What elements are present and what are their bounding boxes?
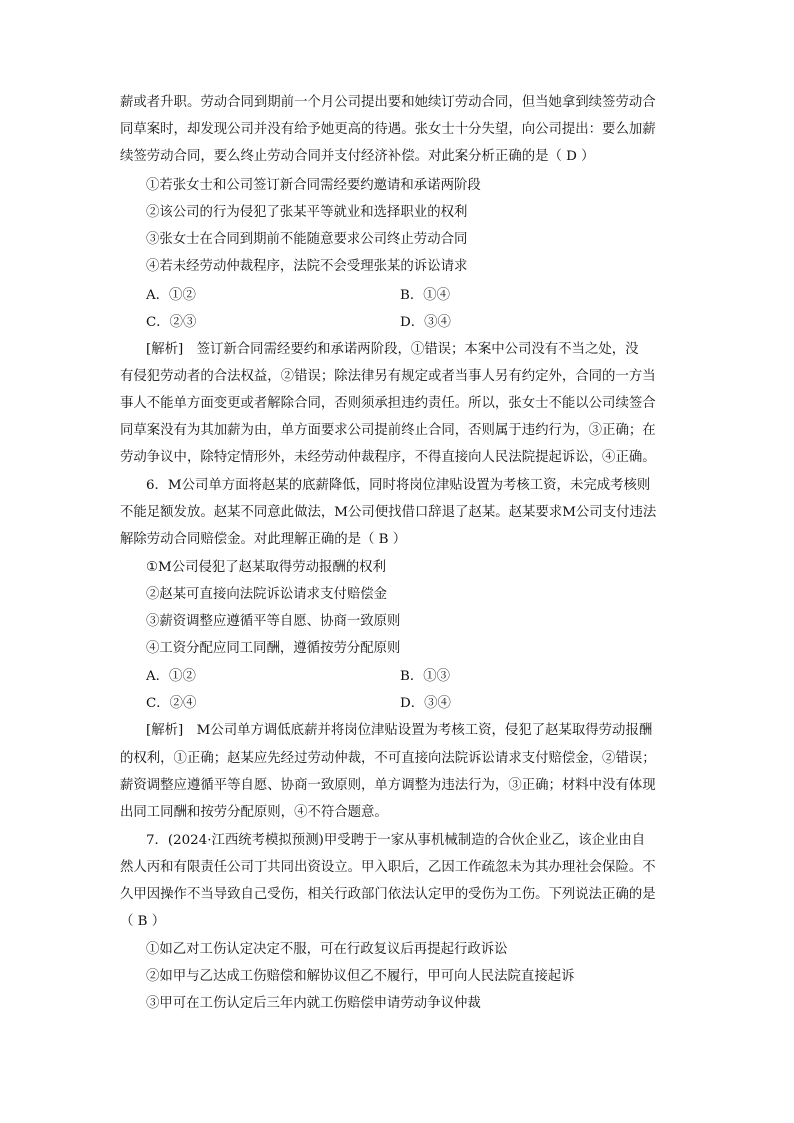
q7-statement-1: ①如乙对工伤认定决定不服，可在行政复议后再提起行政诉讼 [146,942,508,957]
q6-option-a: A．①② [146,669,196,684]
q5-analysis-line-5: 劳动争议中，除特定情形外，未经劳动仲裁程序，不得直接向人民法院提起诉讼，④正确。 [120,450,656,465]
q6-option-c: C．②④ [146,696,197,711]
q5-stem-line-3: 续签劳动合同，要么终止劳动合同并支付经济补偿。对此案分析正确的是（ D ） [120,149,595,164]
q5-option-c: C．②③ [146,315,197,330]
q6-stem-line-3: 解除劳动合同赔偿金。对此理解正确的是（ B ） [120,532,407,547]
q5-analysis-line-4: 同草案没有为其加薪为由，单方面要求公司提前终止合同，否则属于违约行为，③正确；在 [120,423,656,438]
q6-option-d: D．③④ [400,696,451,711]
q5-statement-1: ①若张女士和公司签订新合同需经要约邀请和承诺两阶段 [146,178,481,193]
q6-analysis-line-4: 出同工同酬和按劳分配原则，④不符合题意。 [120,805,388,820]
q7-statement-3: ③甲可在工伤认定后三年内就工伤赔偿申请劳动争议仲裁 [146,996,481,1011]
q5-option-b: B．①④ [400,288,451,303]
q6-statement-4: ④工资分配应同工同酬，遵循按劳分配原则 [146,641,401,656]
q6-analysis-line-2: 的权利，①正确；赵某应先经过劳动仲裁，不可直接向法院诉讼请求支付赔偿金，②错误； [120,751,656,766]
q6-option-b: B．①③ [400,669,451,684]
q5-option-d: D．③④ [400,315,451,330]
q6-stem-line-2: 不能足额发放。赵某不同意此做法，M公司便找借口辞退了赵某。赵某要求M公司支付违法 [120,505,657,520]
q7-stem-line-3: 久甲因操作不当导致自己受伤，相关行政部门依法认定甲的受伤为工伤。下列说法正确的是 [120,887,656,902]
q6-statement-1: ①M公司侵犯了赵某取得劳动报酬的权利 [146,560,386,575]
q5-analysis-line-2: 有侵犯劳动者的合法权益，②错误；除法律另有规定或者当事人另有约定外，合同的一方当 [120,369,656,384]
q7-stem-line-4: （ B ） [120,914,166,929]
q7-statement-2: ②如甲与乙达成工伤赔偿和解协议但乙不履行，甲可向人民法院直接起诉 [146,969,575,984]
q7-stem-line-2: 然人丙和有限责任公司丁共同出资设立。甲入职后，乙因工作疏忽未为其办理社会保险。不 [120,860,656,875]
q5-statement-2: ②该公司的行为侵犯了张某平等就业和选择职业的权利 [146,205,468,220]
q5-analysis-line-1: [解析] 签订新合同需经要约和承诺两阶段，①错误；本案中公司没有不当之处，没 [146,342,639,357]
q5-statement-3: ③张女士在合同到期前不能随意要求公司终止劳动合同 [146,232,468,247]
q5-stem-line-1: 薪或者升职。劳动合同到期前一个月公司提出要和她续订劳动合同，但当她拿到续签劳动合 [120,95,656,110]
q5-analysis-line-3: 事人不能单方面变更或者解除合同，否则须承担违约责任。所以，张女士不能以公司续签合 [120,396,656,411]
q7-stem-line-1: 7．(2024·江西统考模拟预测)甲受聘于一家从事机械制造的合伙企业乙，该企业由自 [146,833,646,848]
q6-analysis-line-1: [解析] M公司单方调低底薪并将岗位津贴设置为考核工资，侵犯了赵某取得劳动报酬 [146,723,653,738]
q5-option-a: A．①② [146,288,196,303]
q5-stem-line-2: 同草案时，却发现公司并没有给予她更高的待遇。张女士十分失望，向公司提出：要么加薪 [120,122,656,137]
q6-statement-3: ③薪资调整应遵循平等自愿、协商一致原则 [146,614,401,629]
q5-statement-4: ④若未经劳动仲裁程序，法院不会受理张某的诉讼请求 [146,259,468,274]
q6-stem-line-1: 6．M公司单方面将赵某的底薪降低，同时将岗位津贴设置为考核工资，未完成考核则 [146,478,651,493]
q6-analysis-line-3: 薪资调整应遵循平等自愿、协商一致原则，单方调整为违法行为，③正确；材料中没有体现 [120,778,656,793]
q6-statement-2: ②赵某可直接向法院诉讼请求支付赔偿金 [146,587,388,602]
